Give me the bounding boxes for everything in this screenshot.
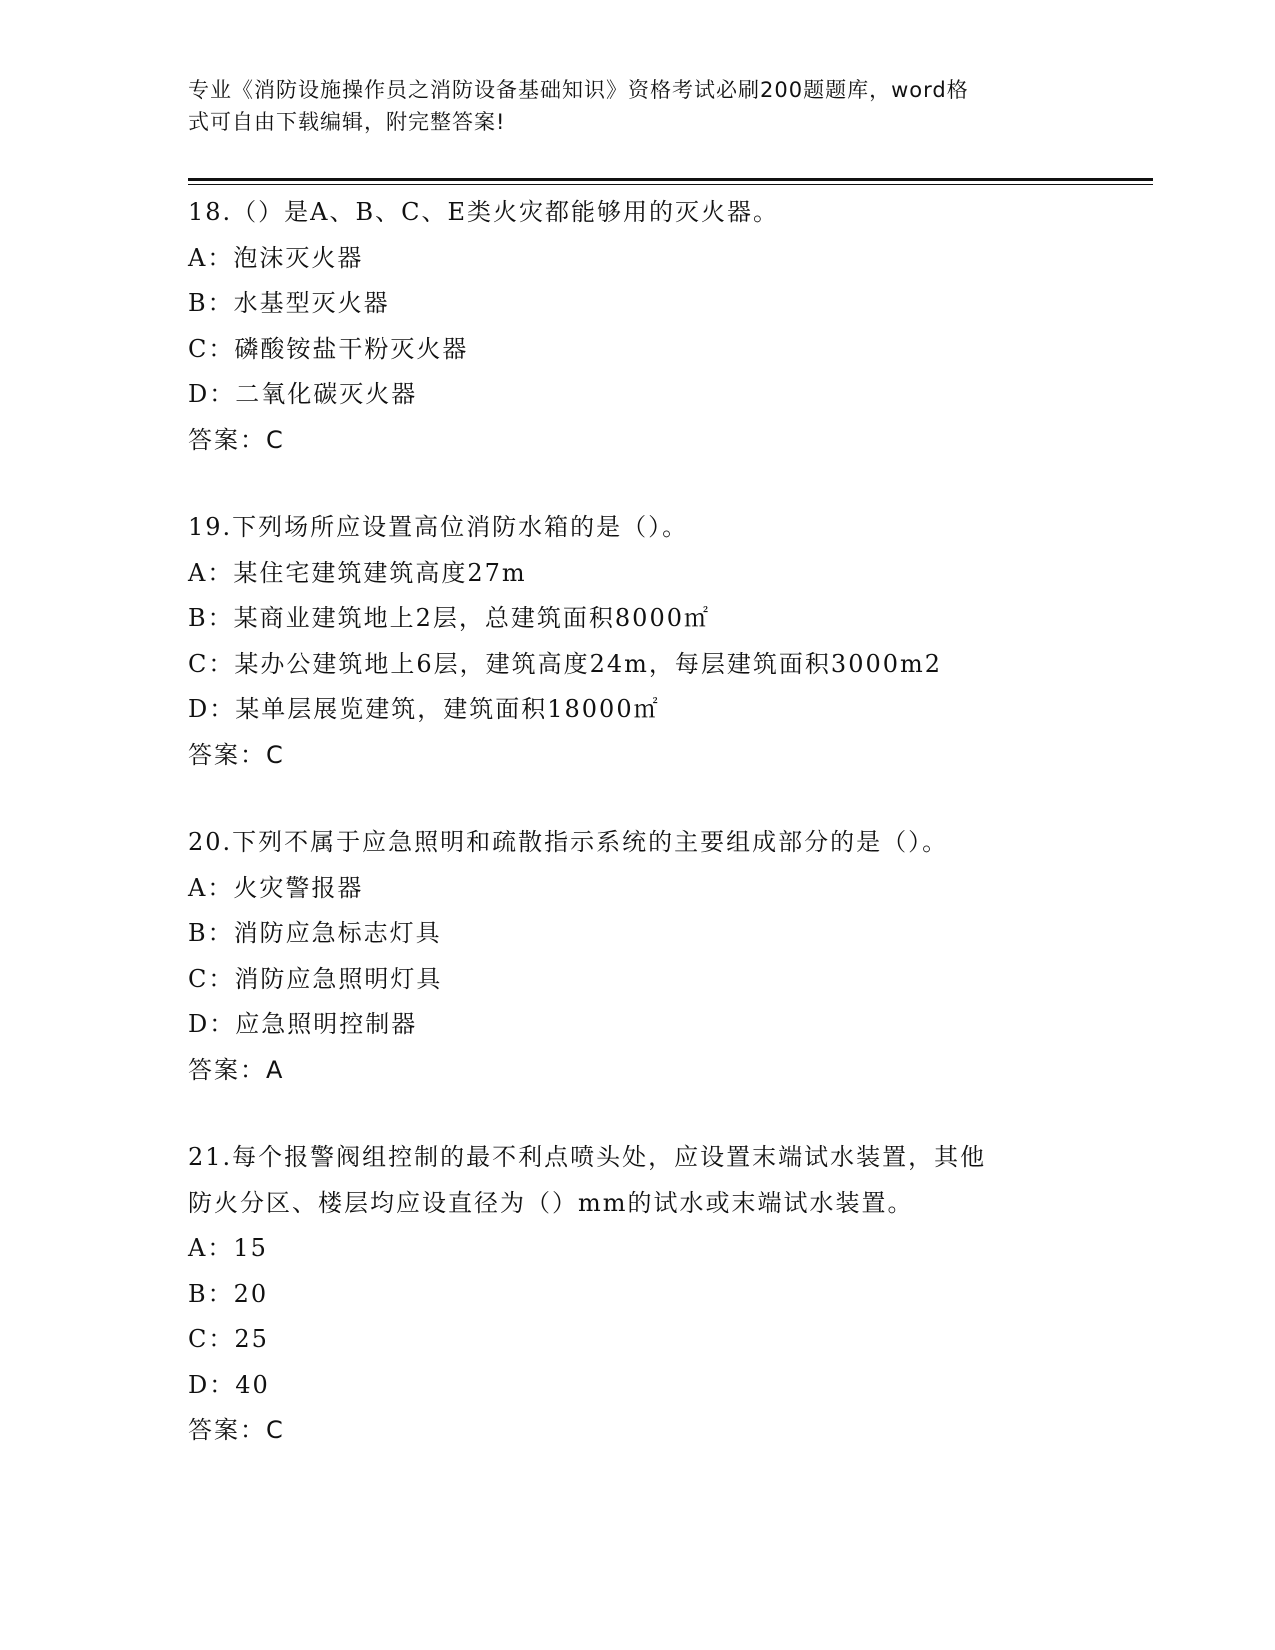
option-c: C：25: [188, 1325, 269, 1353]
option-b: B：消防应急标志灯具: [188, 919, 442, 947]
header-line-2: 式可自由下载编辑，附完整答案!: [188, 110, 506, 134]
question-19: [188, 505, 1088, 778]
option-d: D：40: [188, 1370, 270, 1399]
question-stem-line-1: 21.每个报警阀组控制的最不利点喷头处，应设置末端试水装置，其他: [188, 1143, 987, 1171]
option-d: D：应急照明控制器: [188, 1010, 418, 1038]
option-c: C：某办公建筑地上6层，建筑高度24m，每层建筑面积3000m2: [188, 649, 943, 678]
option-a: A：15: [188, 1234, 268, 1262]
header-divider-thick: [188, 178, 1153, 181]
answer-line: 答案：A: [188, 1055, 285, 1084]
option-b: B：水基型灭火器: [188, 289, 390, 317]
option-b: B：20: [188, 1279, 269, 1308]
option-a: A：火灾警报器: [188, 873, 364, 902]
question-21: [188, 1135, 1088, 1454]
header-line-1: 专业《消防设施操作员之消防设备基础知识》资格考试必刷200题题库，word格: [188, 78, 969, 102]
question-list: [188, 190, 1088, 1454]
question-stem-line-2: 防火分区、楼层均应设直径为（）mm的试水或末端试水装置。: [188, 1188, 914, 1217]
question-stem: 20.下列不属于应急照明和疏散指示系统的主要组成部分的是（）。: [188, 828, 949, 856]
option-c: C：消防应急照明灯具: [188, 964, 443, 993]
question-20: [188, 820, 1088, 1093]
option-d: D：二氧化碳灭火器: [188, 380, 418, 408]
answer-line: 答案：C: [188, 425, 285, 454]
question-stem: 19.下列场所应设置高位消防水箱的是（）。: [188, 513, 689, 541]
option-c: C：磷酸铵盐干粉灭火器: [188, 334, 469, 363]
option-a: A：某住宅建筑建筑高度27m: [188, 558, 527, 587]
answer-line: 答案：C: [188, 740, 285, 769]
question-18: [188, 190, 1088, 463]
option-b: B：某商业建筑地上2层，总建筑面积8000㎡: [188, 604, 710, 632]
question-stem: 18.（）是A、B、C、E类火灾都能够用的灭火器。: [188, 198, 780, 226]
option-a: A：泡沫灭火器: [188, 243, 364, 272]
answer-line: 答案：C: [188, 1416, 285, 1444]
header-divider-thin: [188, 184, 1153, 185]
document-header: [188, 74, 1068, 138]
option-d: D：某单层展览建筑，建筑面积18000㎡: [188, 695, 660, 723]
